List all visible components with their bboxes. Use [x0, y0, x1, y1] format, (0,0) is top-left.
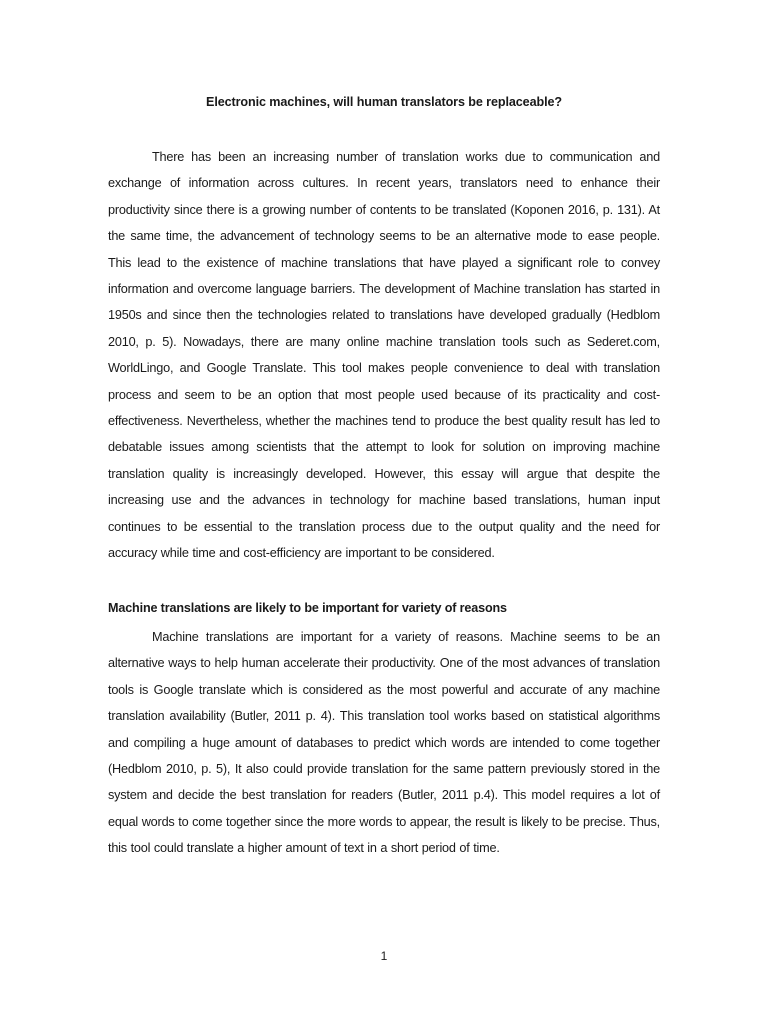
body-paragraph: Machine translations are important for a variety of reasons. Machine seems to be an alternative ways to help human accelerate their productivity. One of the most advances of translation tools is Google translate which is considered as the most powerful and accurate of any machine translation availability (Butler, 2011 p. 4). This translation tool works based on statistical algorithms and compiling a huge amount of databases to predict which words are intended to come together (Hedblom 2010, p. 5), It also could provide translation for the same pattern previously stored in the system and decide the best translation for readers (Butler, 2011 p.4). This model requires a lot of equal words to come together since the more words to appear, the result is likely to be precise. Thus, this tool could translate a higher amount of text in a short period of time.	[108, 630, 660, 856]
document-title: Electronic machines, will human translators be replaceable?	[206, 95, 562, 109]
intro-paragraph: There has been an increasing number of translation works due to communication and exchange of information across cultures. In recent years, translators need to enhance their productivity since there is a growing number of contents to be translated (Koponen 2016, p. 131). At the same time, the advancement of technology seems to be an alternative mode to ease people. This lead to the existence of machine translations that have played a significant role to convey information and overcome language barriers. The development of Machine translation has started in 1950s and since then the technologies related to translations have developed gradually (Hedblom 2010, p. 5). Nowadays, there are many online machine translation tools such as Sederet.com, WorldLingo, and Google Translate. This tool makes people convenience to deal with translation process and seem to be an option that most people used because of its practicality and cost-effectiveness. Nevertheless, whether the machines tend to produce the best quality result has led to debatable issues among scientists that the attempt to look for solution on improving machine translation quality is increasingly developed. However, this essay will argue that despite the increasing use and the advances in technology for machine based translations, human input continues to be essential to the translation process due to the output quality and the need for accuracy while time and cost-efficiency are important to be considered.	[108, 150, 660, 561]
page-number: 1	[380, 949, 388, 963]
section-heading: Machine translations are likely to be important for variety of reasons	[108, 601, 507, 615]
